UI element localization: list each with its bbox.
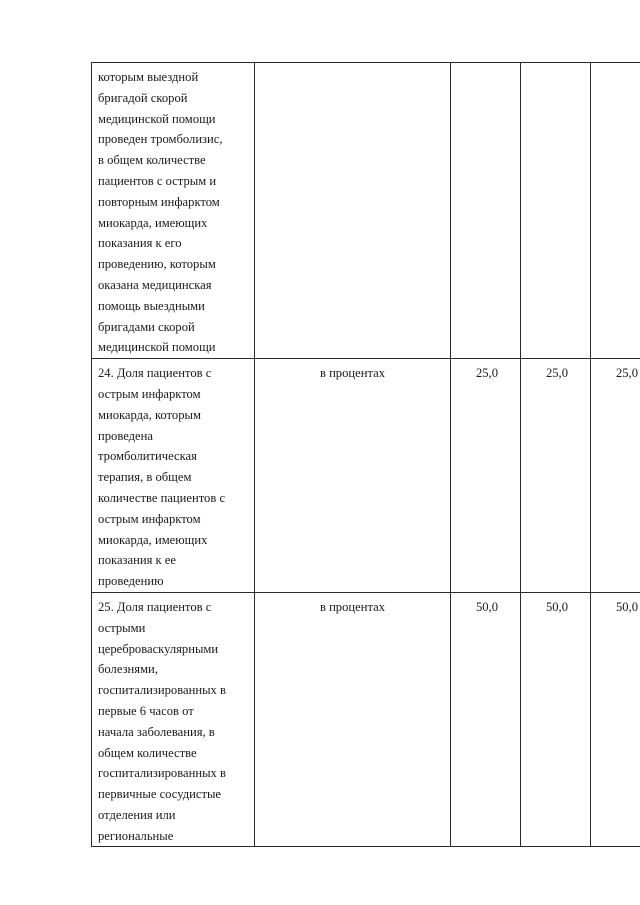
value-cell-3: 50,0 [591, 592, 640, 847]
table-row [92, 592, 640, 847]
value-cell-1: 25,0 [451, 359, 521, 593]
indicator-name-cell: 24. Доля пациентов с острым инфарктом миокарда, которым проведена тромболитическая терапия, в общем количестве пациентов с острым инфарктом миокарда, имеющих показания к ее проведению [92, 359, 255, 593]
table-row [92, 63, 640, 359]
value-cell-1 [451, 63, 521, 359]
value-cell-2 [521, 63, 591, 359]
unit-cell [255, 63, 451, 359]
unit-cell: в процентах [255, 592, 451, 847]
value-cell-2: 50,0 [521, 592, 591, 847]
value-cell-3 [591, 63, 640, 359]
table-row [92, 359, 640, 593]
value-cell-1: 50,0 [451, 592, 521, 847]
indicator-name-cell: 25. Доля пациентов с острыми цереброваскулярными болезнями, госпитализированных в первые 6 часов от начала заболевания, в общем количестве госпитализированных в первичные сосудистые отделения или региональные [92, 592, 255, 847]
unit-cell: в процентах [255, 359, 451, 593]
value-cell-2: 25,0 [521, 359, 591, 593]
indicators-table [91, 62, 640, 847]
indicator-name-cell: которым выездной бригадой скорой медицинской помощи проведен тромболизис, в общем количестве пациентов с острым и повторным инфарктом миокарда, имеющих показания к его проведению, которым оказана медицинская помощь выездными бригадами скорой медицинской помощи [92, 63, 255, 359]
value-cell-3: 25,0 [591, 359, 640, 593]
